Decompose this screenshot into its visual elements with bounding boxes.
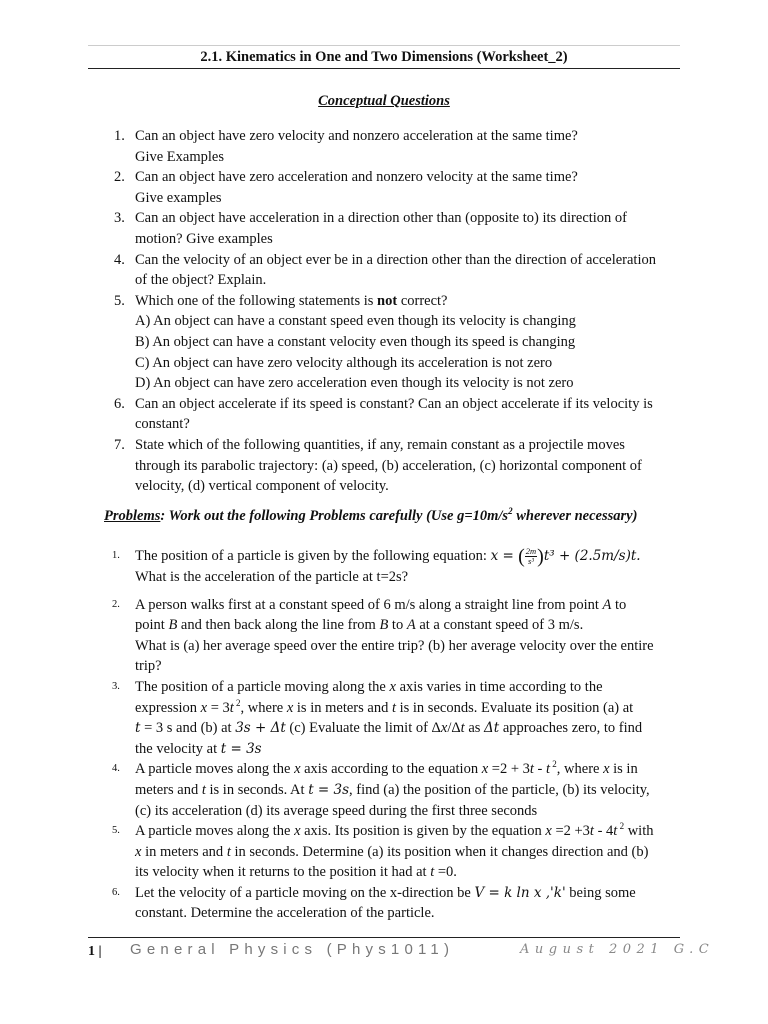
problem-2: 2. A person walks first at a constant speed of 6 m/s along a straight line from point A to point B and then back along the line from B to A at a constant speed of 3 m/s. What is (a) her average speed over the entire trip? (b) her average velocity over the entire trip?: [112, 596, 654, 675]
question-line: motion? Give examples: [135, 230, 273, 247]
conceptual-question-3: 3. Can an object have acceleration in a direction other than (opposite to) its direction of motion? Give examples: [104, 208, 682, 249]
conceptual-question-4: 4. Can the velocity of an object ever be in a direction other than the direction of acceleration of the object? Explain.: [104, 250, 682, 291]
page-number: 1 |: [88, 944, 102, 959]
question-line: Can an object have zero acceleration and nonzero velocity at the same time?: [135, 169, 578, 186]
question-line: velocity, (d) vertical component of velocity.: [135, 478, 389, 495]
answer-option: B) An object can have a constant velocity even though its speed is changing: [135, 333, 576, 350]
question-line: of the object? Explain.: [135, 272, 267, 289]
question-line: Can an object have acceleration in a direction other than (opposite to) its direction of: [135, 210, 628, 227]
fraction: $\frac{2m}{\text{s³}}$: [525, 546, 537, 567]
conceptual-questions-list: [104, 126, 682, 497]
footer-date: August 2021 G.C: [520, 942, 715, 957]
question-line: Can the velocity of an object ever be in a direction other than the direction of acceleration: [135, 251, 656, 268]
problems-list: [104, 546, 682, 924]
question-line: State which of the following quantities, if any, remain constant as a projectile moves: [135, 436, 625, 453]
course-name: General Physics (Phys1011): [130, 941, 455, 958]
answer-option: D) An object can have zero acceleration even though its velocity is not zero: [135, 375, 574, 392]
question-line: Give Examples: [135, 148, 224, 165]
question-line: Which one of the following statements is not correct?: [135, 292, 448, 309]
conceptual-question-2: 2. Can an object have zero acceleration and nonzero velocity at the same time? Give examples: [104, 167, 682, 208]
answer-option: C) An object can have zero velocity although its acceleration is not zero: [135, 354, 553, 371]
question-line: constant?: [135, 416, 190, 433]
problem-5: 5. A particle moves along the x axis. Its position is given by the equation x =2 +3t - 4t $^2$ with x in meters and t in seconds. Determine (a) its position when it changes direction and (b) its velocity when it returns to the position it had at t =0.: [112, 821, 654, 881]
footer-rule: [88, 937, 680, 938]
answer-option: A) An object can have a constant speed even though its velocity is changing: [135, 313, 576, 330]
conceptual-questions-title: Conceptual Questions: [318, 93, 450, 109]
conceptual-question-5: 5. Which one of the following statements is not correct? A) An object can have a constant speed even though its velocity is changing B) An object can have a constant velocity even though its speed is changing C) An object can have zero velocity although its acceleration is not zero D) An object can have zero acceleration even though its velocity is not zero: [104, 291, 682, 394]
problem-1-line-1: The position of a particle is given by the following equation: x = ( $\frac{2m}{\text{s³}}$ )t³ + (2.5m/s)t.: [135, 545, 641, 568]
problem-6: 6. Let the velocity of a particle moving on the x-direction be V = k ln x ,'k' being some constant. Determine the acceleration of the particle.: [112, 884, 636, 922]
problem-3: 3. The position of a particle moving along the x axis varies in time according to the expression x = 3t $^2$, where x is in meters and t is in seconds. Evaluate its position (a) at t = 3 s and (b) at 3s + Δt (c) Evaluate the limit of Δx/Δt as Δt approaches zero, to find the velocity at t = 3s: [112, 678, 643, 757]
conceptual-question-7: 7. State which of the following quantities, if any, remain constant as a projectile moves through its parabolic trajectory: (a) speed, (b) acceleration, (c) horizontal component of velocity, (d) vertical component of velocity.: [104, 435, 682, 497]
question-line: Can an object accelerate if its speed is constant? Can an object accelerate if its velocity is: [135, 395, 653, 412]
problems-heading: Problems: Work out the following Problems carefully (Use $g=10m/s^2$ wherever necessary): [104, 506, 638, 524]
problem-4: 4. A particle moves along the x axis according to the equation x =2 + 3t - t $^2$, where x is in meters and t is in seconds. At t = 3s, find (a) the position of the particle, (b) its velocity, (c) its acceleration (d) its average speed during the first three seconds: [112, 759, 650, 819]
question-line: Give examples: [135, 189, 222, 206]
question-line: through its parabolic trajectory: (a) speed, (b) acceleration, (c) horizontal component of: [135, 457, 642, 474]
header-top-rule: [88, 45, 680, 46]
header-bottom-rule: [88, 68, 680, 69]
question-line: Can an object have zero velocity and nonzero acceleration at the same time?: [135, 128, 578, 144]
problem-1: 1. The position of a particle is given by the following equation: x = ( $\frac{2m}{\text{s³}}$ )t³ + (2.5m/s)t. What is the acceleration of the particle at t=2s?: [104, 546, 682, 588]
conceptual-question-6: 6. Can an object accelerate if its speed is constant? Can an object accelerate if its velocity is constant?: [104, 394, 682, 435]
worksheet-title: 2.1. Kinematics in One and Two Dimensions (Worksheet_2): [200, 49, 568, 65]
conceptual-question-1: 1. Can an object have zero velocity and nonzero acceleration at the same time? Give Examples: [104, 126, 682, 167]
